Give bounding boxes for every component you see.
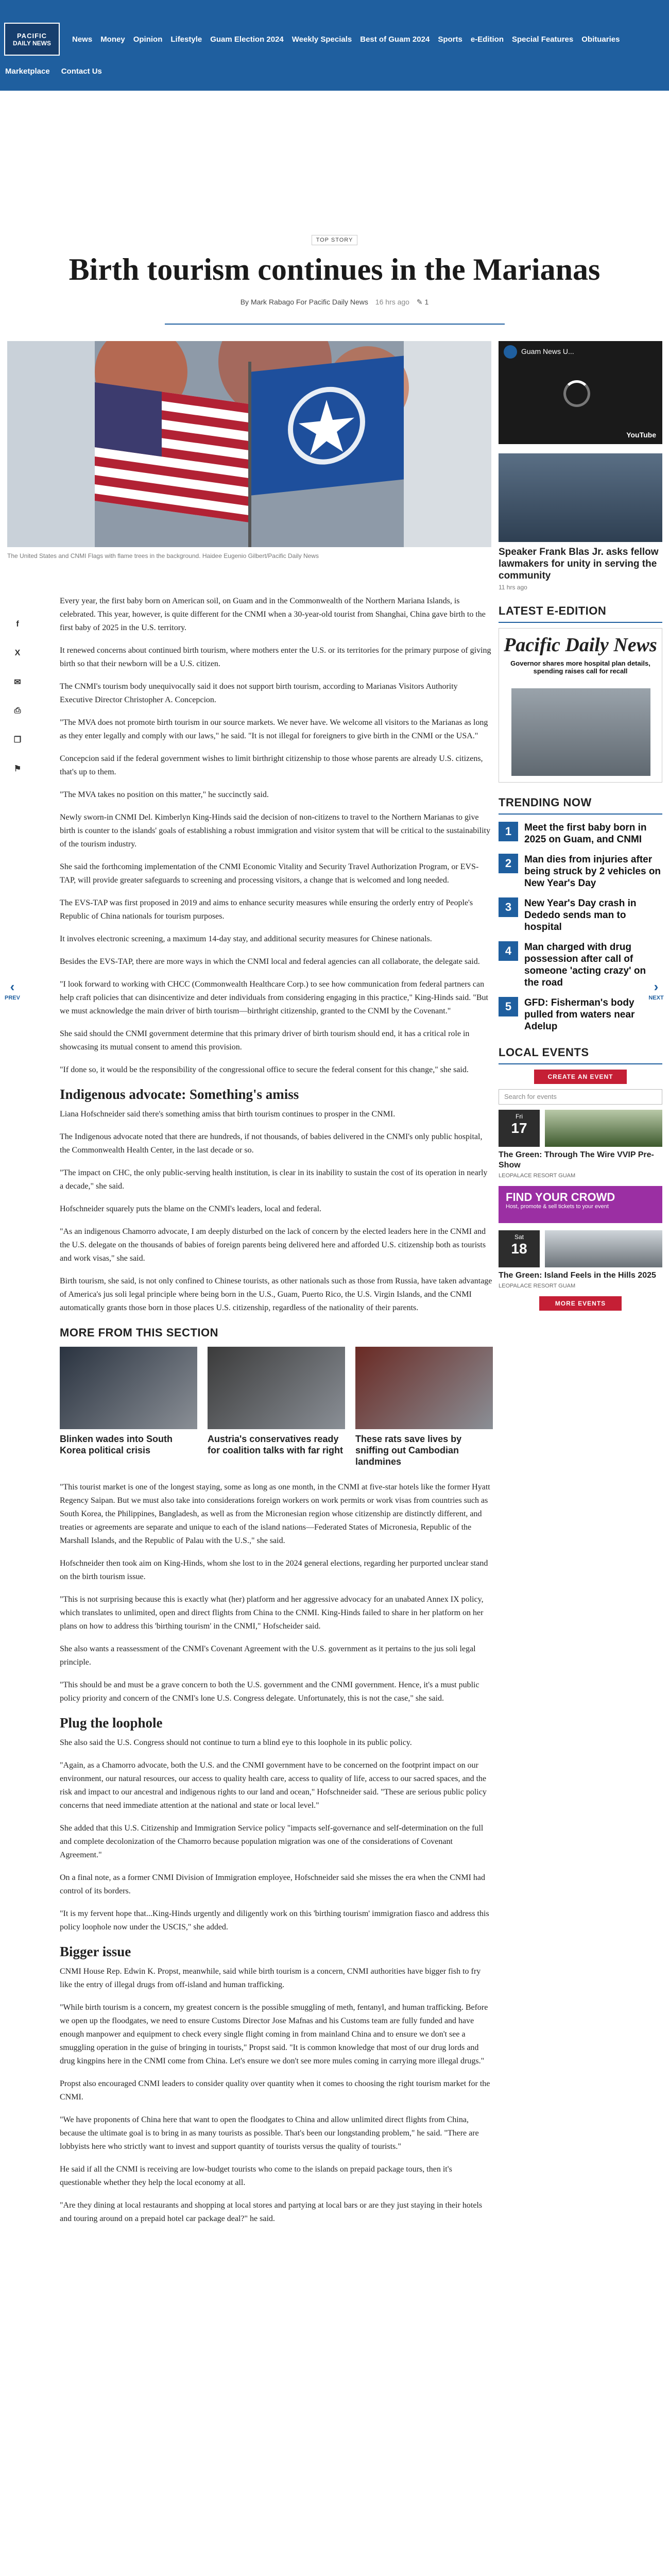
- more-card-title[interactable]: Blinken wades into South Korea political crisis: [60, 1434, 173, 1455]
- nav-link[interactable]: Sports: [438, 35, 462, 44]
- article-paragraph: "As an indigenous Chamorro advocate, I am deeply disturbed on the lack of concern by the elected leaders here in the CNMI and the U.S. delegate on the thousands of babies of foreign parents being delivered here and afforded U.S. citizenship both as tourists and work visas," she said.: [60, 1227, 486, 1263]
- nav-link[interactable]: Lifestyle: [170, 35, 202, 44]
- article-paragraph: Propst also encouraged CNMI leaders to consider quality over quantity when it comes to choosing the right tourism market for the CNMI.: [60, 2079, 490, 2102]
- print-icon[interactable]: ⎙: [14, 706, 21, 715]
- chevron-left-icon: ‹: [10, 979, 15, 994]
- article-paragraph: The CNMI's tourism body unequivocally said it does not support birth tourism, according to Marianas Visitors Authority Executive Director Christopher A. Concepcion.: [60, 682, 458, 704]
- youtube-logo[interactable]: YouTube: [626, 431, 656, 439]
- trending-item[interactable]: [499, 854, 662, 889]
- nav-link[interactable]: Contact Us: [61, 67, 102, 76]
- logo-text-top: PACIFIC: [16, 31, 47, 40]
- edition-headline: Governor shares more hospital plan details, spending raises call for recall: [510, 659, 650, 675]
- more-card[interactable]: [60, 1347, 197, 1467]
- article-paragraph: Besides the EVS-TAP, there are more ways in which the CNMI local and federal agencies can all collaborate, the delegate said.: [60, 957, 480, 966]
- article-paragraph: She added that this U.S. Citizenship and Immigration Service policy "impacts self-governance and self-determination on the full and complete decolonization of the Chamorro because population migration was one of the considerations of Covenant Agreement.": [60, 1824, 484, 1859]
- trending-item[interactable]: [499, 897, 662, 933]
- nav-link[interactable]: Guam Election 2024: [210, 35, 284, 44]
- flags-photo: [7, 341, 491, 547]
- top-story-tag[interactable]: TOP STORY: [312, 235, 358, 245]
- trending-headline[interactable]: GFD: Fisherman's body pulled from waters near Adelup: [524, 997, 635, 1032]
- e-edition-thumbnail[interactable]: [499, 628, 662, 783]
- article-paragraph: "Again, as a Chamorro advocate, both the U.S. and the CNMI government have to be concerned on the footprint impact on our environment, our natural resources, our access to quality health care, access to quality of life, access to our sacred spaces, and the risk and impact to our ancestral and indigenous rights to our land and ocean," Hofschneider said. "These are serious public policy concerns that need immediate attention at the national and state or local level.": [60, 1761, 487, 1810]
- side-news-card[interactable]: [499, 453, 662, 591]
- side-news-image: [499, 453, 662, 542]
- site-logo[interactable]: [4, 23, 60, 56]
- article-paragraph: Hofschneider then took aim on King-Hinds, whom she lost to in the 2024 general elections, regarding her purported unclear stand on the birth tourism issue.: [60, 1559, 488, 1581]
- event-ad[interactable]: [499, 1186, 662, 1223]
- event-day-name: Fri: [516, 1113, 523, 1120]
- more-card-title[interactable]: These rats save lives by sniffing out Cambodian landmines: [355, 1434, 462, 1467]
- article-paragraph: Concepcion said if the federal government wishes to limit birthright citizenship to those whose parents are already U.S. citizens, that's up to them.: [60, 754, 483, 776]
- article-paragraph: It renewed concerns about continued birth tourism, where mothers enter the U.S. or its territories for the primary purpose of giving birth so that their newborn will be a U.S. citizen.: [60, 646, 491, 668]
- article-paragraph: He said if all the CNMI is receiving are low-budget tourists who come to the islands on prepaid package tours, then it's questionable whether they help the local economy at all.: [60, 2165, 452, 2187]
- trending-headline[interactable]: Meet the first baby born in 2025 on Guam, and CNMI: [524, 822, 647, 845]
- nav-primary: [72, 35, 620, 44]
- event-card[interactable]: [499, 1110, 662, 1147]
- more-from-section: [60, 1326, 492, 1467]
- nav-link[interactable]: Special Features: [512, 35, 574, 44]
- more-card-image: [60, 1347, 197, 1429]
- article-paragraph: "I look forward to working with CHCC (Commonwealth Healthcare Corp.) to see how communication from federal partners can help craft policies that can disincentivize and deter individuals from considering engaging in this practice," King-Hinds said. "But we must acknowledge the main driver of birth tourism—birthright citizenship, granted to the CNMI by the Covenant.": [60, 980, 488, 1015]
- article-paragraph: CNMI House Rep. Edwin K. Propst, meanwhile, said while birth tourism is a concern, CNMI authorities have bigger fish to fry like the entry of illegal drugs from off-island and human trafficking.: [60, 1967, 481, 1989]
- paragraph-group-b: [60, 1108, 492, 1315]
- paragraph-group-d: [60, 1736, 492, 1934]
- author[interactable]: By Mark Rabago For Pacific Daily News: [240, 298, 368, 306]
- event-location: LEOPALACE RESORT GUAM: [499, 1283, 576, 1289]
- nav-link[interactable]: Obituaries: [581, 35, 620, 44]
- article-paragraph: "The MVA takes no position on this matter," he succinctly said.: [60, 790, 269, 799]
- x-icon[interactable]: X: [14, 649, 21, 657]
- article-paragraph: "While birth tourism is a concern, my greatest concern is the possible smuggling of meth, fentanyl, and human trafficking. Before we open up the floodgates, we need to ensure Customs Director Jose Mafnas and his Customs team are fully funded and have enough manpower and equipment to check every single flight coming in from mainland China and to ensure we don't see a smuggling operation in the guise of bringing in tourists," Propst said. "It is common knowledge that most of our drug lords and drug kingpins here in the CNMI come from China. Let's ensure we don't see more mules coming in carrying more illegal drugs.": [60, 2003, 488, 2065]
- more-card-image: [355, 1347, 493, 1429]
- trending-item[interactable]: [499, 822, 662, 845]
- side-news-headline[interactable]: Speaker Frank Blas Jr. asks fellow lawmakers for unity in serving the community: [499, 547, 659, 581]
- share-bar: [11, 618, 24, 775]
- article-paragraph: She said the forthcoming implementation of the CNMI Economic Vitality and Security Travel Authorization Program, or EVS-TAP, will provide greater safeguards to screening and processing visitors, a change that is welcomed and long needed.: [60, 862, 479, 885]
- prev-label: PREV: [5, 995, 20, 1001]
- photo-caption: The United States and CNMI Flags with flame trees in the background. Haidee Eugenio Gilbert/Pacific Daily News: [7, 552, 319, 560]
- comment-count-value: 1: [424, 298, 429, 306]
- article-paragraph: "It is my fervent hope that...King-Hinds urgently and diligently work on this 'birthing tourism' immigration fiasco and address this policy loophole now under the USCIS," she added.: [60, 1909, 489, 1931]
- paragraph-group-c: [60, 1481, 492, 1705]
- more-card[interactable]: [208, 1347, 345, 1467]
- event-day-name: Sat: [514, 1233, 524, 1241]
- next-label: NEXT: [648, 995, 664, 1001]
- article-paragraph: "This should be and must be a grave concern to both the U.S. government and the CNMI government. Hence, it's a must public policy priority and concern of the CNMI's lone U.S. Congress delegate. Unfortunately, this is not the case," she said.: [60, 1681, 479, 1703]
- event-title[interactable]: The Green: Through The Wire VVIP Pre-Show: [499, 1150, 654, 1170]
- events-widget: [499, 1070, 662, 1311]
- email-icon[interactable]: ✉: [14, 678, 21, 687]
- trending-rank: 4: [499, 941, 518, 961]
- event-card[interactable]: [499, 1230, 662, 1267]
- event-day-number: 17: [511, 1120, 527, 1136]
- paragraph-group-e: [60, 1965, 492, 2226]
- trending-headline[interactable]: New Year's Day crash in Dededo sends man to hospital: [524, 898, 637, 933]
- event-search-input[interactable]: Search for events: [499, 1089, 662, 1105]
- bookmark-icon[interactable]: ⚑: [13, 765, 22, 773]
- article-headline: Birth tourism continues in the Marianas: [68, 252, 601, 286]
- more-card[interactable]: [355, 1347, 493, 1467]
- article-paragraph: Hofschneider squarely puts the blame on the CNMI's leaders, local and federal.: [60, 1205, 322, 1213]
- comment-count[interactable]: ✎ 1: [416, 298, 429, 306]
- trending-rank: 1: [499, 822, 518, 841]
- trending-item[interactable]: [499, 997, 662, 1032]
- article-header: [0, 235, 669, 307]
- article-paragraph: Liana Hofschneider said there's something amiss that birth tourism continues to prosper in the CNMI.: [60, 1110, 396, 1118]
- video-title: Guam News U...: [521, 347, 574, 355]
- ad-subtext: Host, promote & sell tickets to your event: [506, 1204, 609, 1210]
- top-navigation: [0, 0, 669, 91]
- subheading-indigenous: Indigenous advocate: Something's amiss: [60, 1087, 299, 1102]
- trending-list: [499, 822, 662, 1032]
- chevron-right-icon: ›: [654, 979, 659, 994]
- hero-image[interactable]: [7, 341, 491, 547]
- edition-photo: [511, 688, 650, 776]
- byline: [0, 298, 669, 307]
- nav-link[interactable]: News: [72, 35, 93, 44]
- event-list: [499, 1110, 662, 1289]
- event-image: [545, 1230, 662, 1267]
- nav-link[interactable]: Opinion: [133, 35, 163, 44]
- nav-secondary: [5, 67, 102, 76]
- more-section-title: MORE FROM THIS SECTION: [60, 1326, 218, 1339]
- more-card-image: [208, 1347, 345, 1429]
- sidebar: [499, 341, 662, 1314]
- subheading-bigger-issue: Bigger issue: [60, 1944, 131, 1959]
- article-paragraph: "If done so, it would be the responsibility of the congressional office to secure the federal consent for this change," she said.: [60, 1065, 469, 1074]
- article-paragraph: "The MVA does not promote birth tourism in our source markets. We never have. We welcome all visitors to the Marianas as long as they enter legally and comply with our laws," he said. "It is not illegal for foreigners to give birth in the CNMI or the USA.": [60, 718, 488, 740]
- ad-space: [0, 91, 669, 235]
- nav-link[interactable]: Marketplace: [5, 67, 50, 76]
- latest-edition-title: LATEST E-EDITION: [499, 604, 662, 623]
- trending-rank: 5: [499, 997, 518, 1016]
- nav-link[interactable]: Weekly Specials: [291, 35, 352, 44]
- more-events-button[interactable]: MORE EVENTS: [539, 1296, 622, 1311]
- copy-icon[interactable]: ❐: [13, 736, 22, 744]
- create-event-button[interactable]: CREATE AN EVENT: [534, 1070, 627, 1084]
- nav-link[interactable]: e-Edition: [470, 35, 504, 44]
- trending-item[interactable]: [499, 941, 662, 989]
- trending-rank: 3: [499, 897, 518, 917]
- article-paragraph: "Are they dining at local restaurants and shopping at local stores and partying at local bars or are they just staying in their hotels and touring around on a prepaid hotel car package deal?" he said.: [60, 2201, 483, 2223]
- channel-avatar: [504, 345, 517, 359]
- ad-headline: FIND YOUR CROWD: [506, 1191, 615, 1204]
- logo-text-bottom: DAILY NEWS: [12, 39, 51, 47]
- article-paragraph: She also wants a reassessment of the CNMI's Covenant Agreement with the U.S. government as it pertains to the jus soli legal principle.: [60, 1645, 476, 1667]
- article-paragraph: She said should the CNMI government determine that this primary driver of birth tourism should end, it has a critical role in showcasing its mutual consent to amend this provision.: [60, 1029, 470, 1052]
- event-date: [499, 1110, 540, 1147]
- article-paragraph: It involves electronic screening, a maximum 14-day stay, and additional security measures for Chinese nationals.: [60, 935, 432, 943]
- article-paragraph: The Indigenous advocate noted that there are hundreds, if not thousands, of babies delivered in the CNMI's only public hospital, the Commonwealth Health Center, in the last decade or so.: [60, 1132, 483, 1155]
- paragraph-group-a: [60, 595, 492, 1077]
- trending-rank: 2: [499, 854, 518, 873]
- timestamp: 16 hrs ago: [375, 298, 409, 306]
- article-paragraph: Every year, the first baby born on American soil, on Guam and in the Commonwealth of the Northern Mariana Islands, is celebrated. This year, however, is quite different for the CNMI when a 30-year-old tourist from Shanghai, China gave birth to the first baby of 2025 in the U.S. territory.: [60, 597, 486, 632]
- video-player[interactable]: [499, 341, 662, 444]
- loading-spinner-icon: [563, 380, 590, 407]
- side-news-time: 11 hrs ago: [499, 584, 527, 591]
- event-title[interactable]: The Green: Island Feels in the Hills 2025: [499, 1271, 656, 1280]
- event-date: [499, 1230, 540, 1267]
- nav-link[interactable]: Money: [100, 35, 125, 44]
- article-paragraph: "The impact on CHC, the only public-serving health institution, is clear in its inability to sustain the cost of its operation in nearly a decade," she said.: [60, 1168, 488, 1191]
- edition-masthead: Pacific Daily News: [504, 634, 657, 656]
- headline-divider: [165, 324, 505, 325]
- nav-link[interactable]: Best of Guam 2024: [360, 35, 430, 44]
- event-location: LEOPALACE RESORT GUAM: [499, 1173, 576, 1179]
- event-image: [545, 1110, 662, 1147]
- more-card-title[interactable]: Austria's conservatives ready for coalition talks with far right: [208, 1434, 344, 1455]
- article-paragraph: The EVS-TAP was first proposed in 2019 and aims to enhance security measures while ensuring the orderly entry of People's Republic of China nationals for tourism purposes.: [60, 899, 473, 921]
- local-events-title: LOCAL EVENTS: [499, 1046, 662, 1064]
- prev-button[interactable]: [2, 979, 23, 1001]
- article-paragraph: She also said the U.S. Congress should not continue to turn a blind eye to this loophole in its public policy.: [60, 1738, 412, 1747]
- trending-title: TRENDING NOW: [499, 796, 662, 815]
- trending-headline[interactable]: Man charged with drug possession after call of someone 'acting crazy' on the road: [524, 942, 646, 988]
- article-body: [60, 595, 492, 2235]
- article-paragraph: "We have proponents of China here that want to open the floodgates to China and allow unlimited direct flights from China, because the ultimate goal is to bring in as many tourists as possible. That's been our longstanding problem," he said. "There are lobbyists here who strictly want to invest and support quantity of tourists versus the quality of tourists.": [60, 2115, 479, 2151]
- article-paragraph: On a final note, as a former CNMI Division of Immigration employee, Hofschneider said she misses the era when the CNMI had control of its borders.: [60, 1873, 486, 1895]
- article-paragraph: Birth tourism, she said, is not only confined to Chinese tourists, as other nationals such as those from Russia, have taken advantage of America's jus soli legal principle where being born in the U.S., Guam, Puerto Rico, the U.S. Virgin Islands, and the CNMI automatically grants those born in those places U.S. citizenship, regardless of the nationality of their parents.: [60, 1277, 492, 1312]
- event-day-number: 18: [511, 1241, 527, 1257]
- article-paragraph: Newly sworn-in CNMI Del. Kimberlyn King-Hinds said the decision of non-citizens to travel to the Northern Marianas to give birth is counter to the islands' goals of establishing a robust immigration and visitor system that will be critical to the sustainability of the tourism industry.: [60, 813, 491, 849]
- trending-headline[interactable]: Man dies from injuries after being struck by 2 vehicles on New Year's Day: [524, 854, 661, 889]
- subheading-loophole: Plug the loophole: [60, 1715, 163, 1731]
- article-paragraph: "This tourist market is one of the longest staying, some as long as one month, in the CNMI at five-star hotels like the former Hyatt Regency Saipan. But we must also take into considerations foreign workers on work permits or work visas from countries such as South Korea, the Philippines, Bangladesh, as well as from the Micronesian region whose citizenship are distinctly different, and treaties or agreements are separate and unique to each of the island nations—Federated States of Micronesia, Republic of the Marshall Islands, and the Republic of Palau with the U.S.," she said.: [60, 1483, 490, 1545]
- more-grid: [60, 1347, 492, 1467]
- article-paragraph: "This is not surprising because this is exactly what (her) platform and her aggressive advocacy for an unabated Annex IX policy, which translates to unlimited, open and direct flights from China to the CNMI. King-Hinds failed to share in her platform on her plans on how to address this 'birthing tourism' in the CNMI," Hofscheider said.: [60, 1595, 484, 1631]
- facebook-icon[interactable]: f: [16, 620, 19, 629]
